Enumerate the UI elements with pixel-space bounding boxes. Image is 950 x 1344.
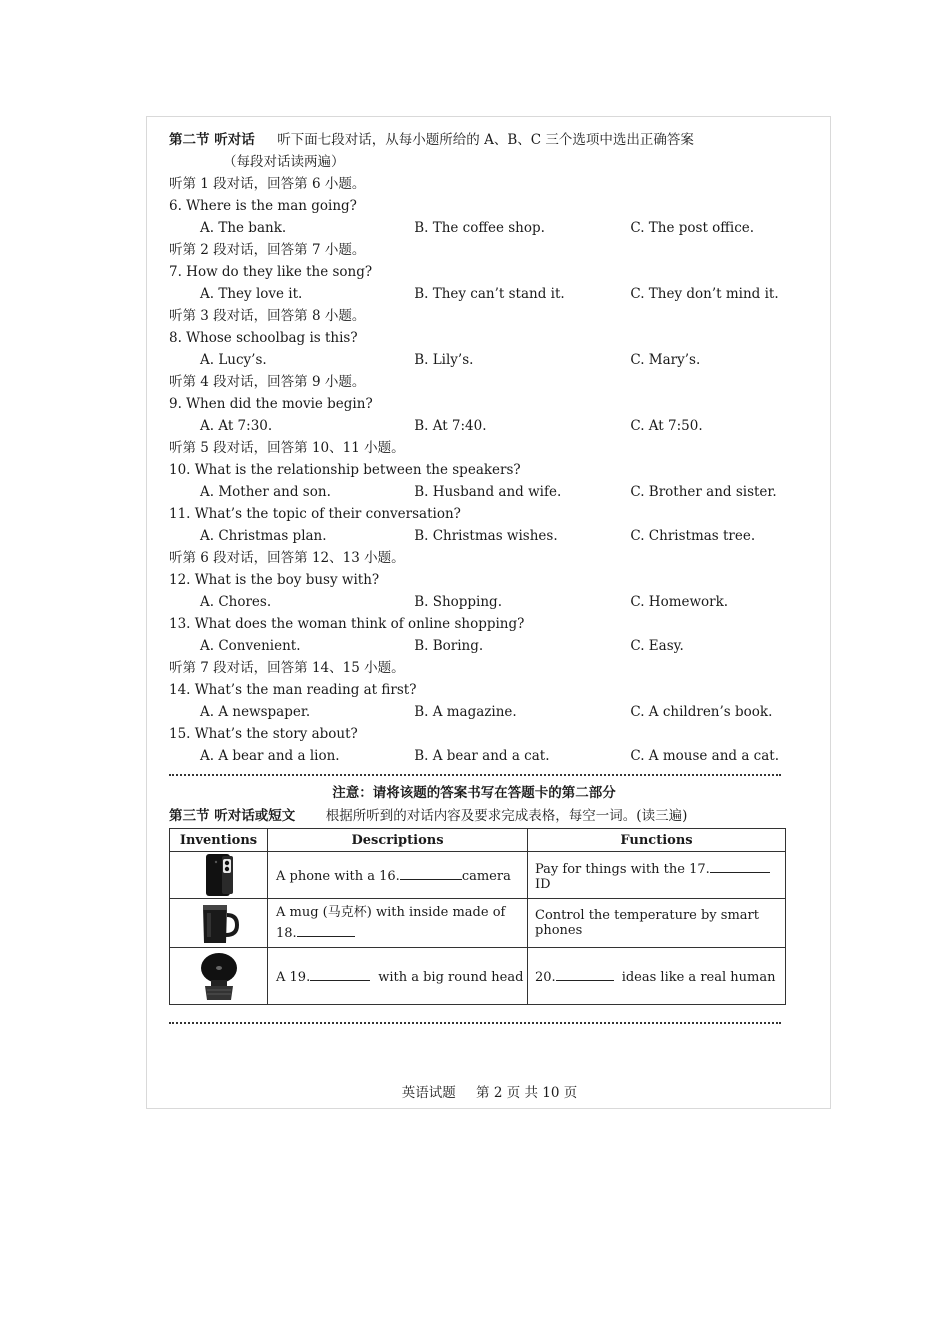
table-row [170,899,786,948]
question-text: 9. When did the movie begin? [169,396,373,412]
blank-18[interactable] [297,923,355,937]
section2-header [169,129,789,151]
question-text: 12. What is the boy busy with? [169,572,380,588]
option-c[interactable]: C. Brother and sister. [630,484,777,500]
function-cell: Control the temperature by smart phones [528,899,786,948]
header-functions: Functions [528,829,786,852]
option-b[interactable]: B. Shopping. [414,594,502,610]
dialogue-intro: 听第 6 段对话，回答第 12、13 小题。 [169,550,405,566]
option-b[interactable]: B. The coffee shop. [414,220,545,236]
question-text: 10. What is the relationship between the speakers? [169,462,521,478]
option-a[interactable]: A. At 7:30. [200,418,273,434]
exam-page [146,116,831,1109]
desc-text: A 19. [276,970,311,985]
desc-text: A mug (马克杯) with inside made of [276,904,506,920]
option-a[interactable]: A. A newspaper. [200,704,311,720]
option-b[interactable]: B. Boring. [414,638,484,654]
option-c[interactable]: C. Homework. [630,594,729,610]
func-text: Pay for things with the 17. [535,861,710,877]
option-c[interactable]: C. Easy. [630,638,684,654]
desc-text: 18. [276,925,297,941]
option-c[interactable]: C. A children’s book. [630,704,773,720]
phone-image [170,852,268,899]
option-c[interactable]: C. The post office. [630,220,755,236]
desc-text: camera [461,869,511,884]
header-inventions: Inventions [170,829,268,852]
footer-subject: 英语试题 [401,1085,456,1101]
question-text: 6. Where is the man going? [169,198,357,214]
dialogue-intro: 听第 7 段对话，回答第 14、15 小题。 [169,660,405,676]
option-b[interactable]: B. Husband and wife. [414,484,562,500]
dialogue-intro: 听第 3 段对话，回答第 8 小题。 [169,308,366,324]
option-row [169,349,789,371]
option-b[interactable]: B. They can’t stand it. [414,286,565,302]
option-a[interactable]: A. They love it. [200,286,303,302]
section2-instruction: 听下面七段对话，从每小题所给的 A、B、C 三个选项中选出正确答案 [277,132,694,148]
mug-image [170,899,268,948]
page-footer [147,1081,832,1101]
footer-page: 第 2 页 共 10 页 [476,1085,578,1101]
option-row [169,745,789,767]
option-row [169,701,789,723]
table-row [170,852,786,899]
blank-16[interactable] [400,866,462,880]
dialogue-intro: 听第 4 段对话，回答第 9 小题。 [169,374,366,390]
option-c[interactable]: C. A mouse and a cat. [630,748,780,764]
speaker-image [170,948,268,1005]
description-cell [268,948,528,1005]
dotted-divider [169,1015,789,1029]
option-row [169,415,789,437]
question-list [169,173,789,767]
option-c[interactable]: C. At 7:50. [630,418,703,434]
blank-19[interactable] [310,967,370,981]
option-a[interactable]: A. Christmas plan. [200,528,327,544]
option-a[interactable]: A. The bank. [200,220,287,236]
function-cell [528,852,786,899]
header-descriptions: Descriptions [268,829,528,852]
description-cell [268,899,528,948]
section2-note: （每段对话读两遍） [223,154,345,170]
func-text: 20. [535,970,556,985]
option-c[interactable]: C. They don’t mind it. [630,286,779,302]
option-row [169,591,789,613]
option-a[interactable]: A. Convenient. [200,638,301,654]
func-text: ID [535,876,551,892]
option-b[interactable]: B. Christmas wishes. [414,528,558,544]
dialogue-intro: 听第 2 段对话，回答第 7 小题。 [169,242,366,258]
option-b[interactable]: B. A magazine. [414,704,517,720]
question-text: 14. What’s the man reading at first? [169,682,417,698]
blank-20[interactable] [556,967,614,981]
question-text: 13. What does the woman think of online shopping? [169,616,525,632]
option-c[interactable]: C. Mary’s. [630,352,701,368]
dialogue-intro: 听第 1 段对话，回答第 6 小题。 [169,176,366,192]
question-text: 8. Whose schoolbag is this? [169,330,358,346]
section2-title: 第二节 听对话 [169,132,255,148]
dotted-divider [169,767,789,781]
page-content [169,129,789,1029]
inventions-table [169,828,786,1005]
section3-header [169,805,789,827]
option-b[interactable]: B. Lily’s. [414,352,474,368]
option-row [169,217,789,239]
option-a[interactable]: A. Mother and son. [200,484,331,500]
option-a[interactable]: A. Chores. [200,594,272,610]
question-text: 11. What’s the topic of their conversation? [169,506,461,522]
func-text: ideas like a real human [621,970,776,985]
table-header-row [170,829,786,852]
option-row [169,635,789,657]
option-a[interactable]: A. A bear and a lion. [200,748,340,764]
section3-instruction: 根据所听到的对话内容及要求完成表格，每空一词。(读三遍) [325,808,688,824]
option-row [169,525,789,547]
question-text: 15. What’s the story about? [169,726,358,742]
dialogue-intro: 听第 5 段对话，回答第 10、11 小题。 [169,440,405,456]
option-a[interactable]: A. Lucy’s. [200,352,267,368]
section3-title: 第三节 听对话或短文 [169,808,296,824]
question-text: 7. How do they like the song? [169,264,373,280]
desc-text: A phone with a 16. [276,869,400,884]
answer-notice: 注意：请将该题的答案书写在答题卡的第二部分 [332,785,616,801]
description-cell [268,852,528,899]
option-row [169,481,789,503]
blank-17[interactable] [710,859,770,873]
option-b[interactable]: B. At 7:40. [414,418,487,434]
option-row [169,283,789,305]
option-c[interactable]: C. Christmas tree. [630,528,756,544]
table-row [170,948,786,1005]
option-b[interactable]: B. A bear and a cat. [414,748,550,764]
desc-text: with a big round head [378,970,524,985]
function-cell [528,948,786,1005]
